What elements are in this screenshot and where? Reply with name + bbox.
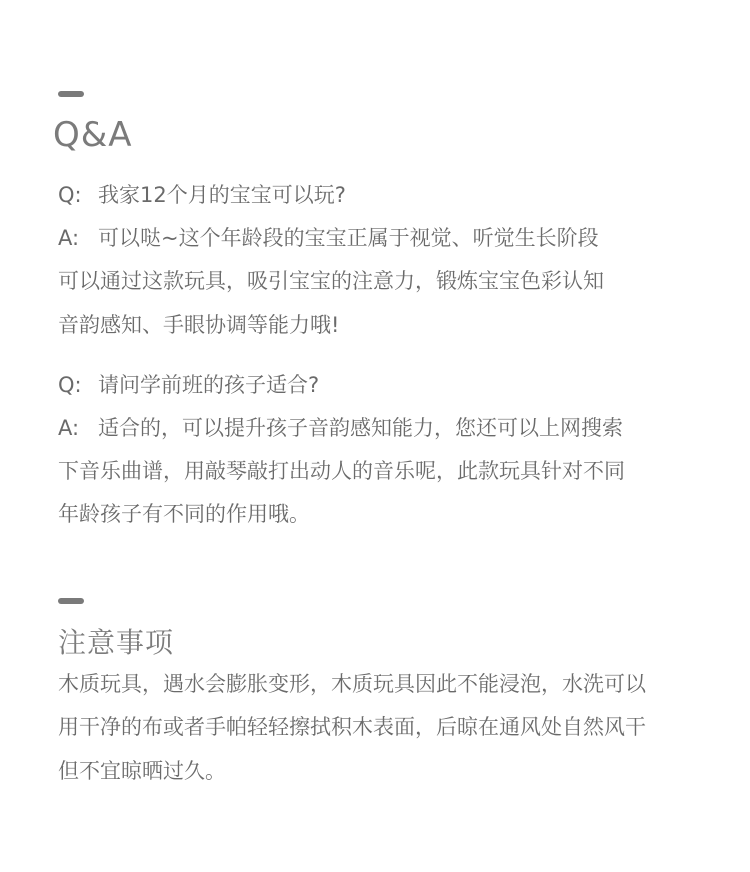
section-marker xyxy=(58,91,84,97)
answer-text: 可以哒~这个年龄段的宝宝正属于视觉、听觉生长阶段 xyxy=(98,226,599,250)
answer-2-line-3: 年龄孩子有不同的作用哦。 xyxy=(58,502,310,526)
question-2 xyxy=(58,373,319,397)
answer-2-line-2: 下音乐曲谱，用敲琴敲打出动人的音乐呢，此款玩具针对不同 xyxy=(58,459,625,483)
q-prefix: Q: xyxy=(58,183,82,207)
notes-line-3: 但不宜晾晒过久。 xyxy=(58,759,226,783)
notes-line-1: 木质玩具，遇水会膨胀变形，木质玩具因此不能浸泡，水洗可以 xyxy=(58,672,646,696)
notes-title: 注意事项 xyxy=(58,626,175,659)
section-marker xyxy=(58,598,84,604)
qa-section xyxy=(53,91,710,526)
a-prefix: A: xyxy=(58,226,80,250)
question-text: 请问学前班的孩子适合? xyxy=(98,373,320,397)
notes-section xyxy=(58,598,710,783)
answer-1-line-1 xyxy=(58,226,599,250)
answer-1-line-3: 音韵感知、手眼协调等能力哦! xyxy=(58,313,340,337)
answer-1-line-2: 可以通过这款玩具，吸引宝宝的注意力，锻炼宝宝色彩认知 xyxy=(58,269,604,293)
answer-2-line-1 xyxy=(58,416,623,440)
a-prefix: A: xyxy=(58,416,80,440)
question-1 xyxy=(58,183,346,207)
question-text: 我家12个月的宝宝可以玩? xyxy=(98,183,346,207)
notes-line-2: 用干净的布或者手帕轻轻擦拭积木表面，后晾在通风处自然风干 xyxy=(58,715,646,739)
answer-text: 适合的，可以提升孩子音韵感知能力，您还可以上网搜索 xyxy=(98,416,623,440)
qa-title: Q&A xyxy=(53,115,133,155)
q-prefix: Q: xyxy=(58,373,82,397)
